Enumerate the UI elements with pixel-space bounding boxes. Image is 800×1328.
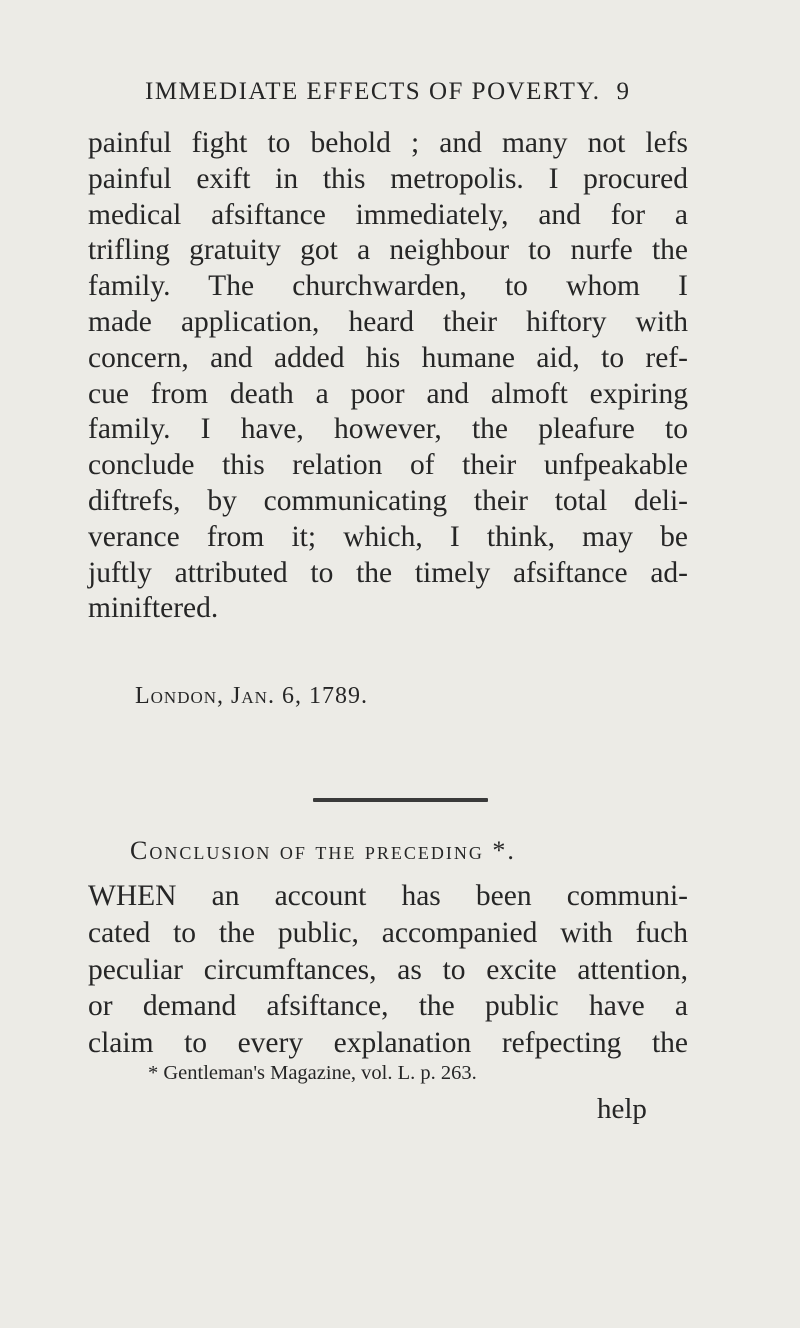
text-line: miniftered.	[88, 592, 219, 625]
page-number: 9	[616, 78, 631, 105]
dateline-place: London,	[135, 683, 225, 709]
text-line: painful fight to behold ; and many not lefs	[88, 127, 688, 159]
text-line: trifling gratuity got a neighbour to nurfe the	[88, 234, 688, 267]
text-line: medical afsiftance immediately, and for a	[88, 198, 688, 231]
text-line: conclude this relation of their unfpeakable	[88, 449, 688, 482]
text-line: cated to the public, accompanied with fuch	[88, 916, 688, 949]
text-line: made application, heard their hiftory with	[88, 305, 688, 338]
text-line: juftly attributed to the timely afsiftance ad-	[88, 556, 688, 589]
text-line: family. The churchwarden, to whom I	[88, 270, 688, 303]
text-line: WHEN an account has been communi-	[88, 880, 688, 912]
text-line: diftrefs, by communicating their total deli-	[88, 484, 688, 517]
dateline-date: Jan. 6, 1789.	[231, 683, 368, 709]
text-line: or demand afsiftance, the public have a	[88, 990, 688, 1023]
text-line: verance from it; which, I think, may be	[88, 520, 688, 553]
text-line: cue from death a poor and almoft expiring	[88, 377, 688, 410]
text-line: concern, and added his humane aid, to ref-	[88, 341, 688, 374]
running-head	[145, 78, 665, 106]
text-line: painful exift in this metropolis. I procured	[88, 162, 688, 195]
section-heading: Conclusion of the preceding *.	[130, 836, 516, 865]
catchword: help	[597, 1093, 647, 1125]
section-body	[88, 878, 688, 1062]
paragraph-body	[88, 126, 688, 627]
text-line: family. I have, however, the pleafure to	[88, 413, 688, 446]
footnote: * Gentleman's Magazine, vol. L. p. 263.	[148, 1062, 477, 1084]
text-line: peculiar circumftances, as to excite attention,	[88, 953, 688, 986]
text-line: claim to every explanation refpecting the	[88, 1027, 688, 1060]
running-head-title: IMMEDIATE EFFECTS OF POVERTY.	[145, 78, 601, 105]
dateline	[135, 683, 368, 710]
section-divider	[313, 798, 488, 802]
